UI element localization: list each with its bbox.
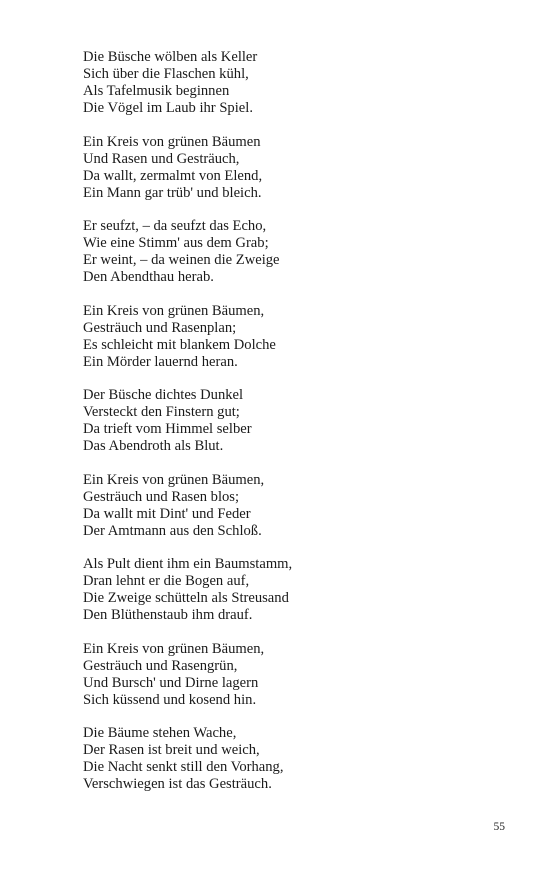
poem-line: Die Zweige schütteln als Streusand: [83, 590, 289, 606]
poem-line: Da wallt, zermalmt von Elend,: [83, 167, 263, 184]
poem-line: Ein Mann gar trüb' und bleich.: [83, 184, 262, 201]
poem-line: Und Rasen und Gesträuch,: [83, 150, 240, 167]
poem-line: Der Büsche dichtes Dunkel: [83, 387, 244, 403]
stanza-4: [83, 303, 503, 371]
poem-line: Ein Kreis von grünen Bäumen,: [83, 640, 265, 657]
poem-line: Wie eine Stimm' aus dem Grab;: [83, 235, 269, 251]
poem-line: Ein Mörder lauernd heran.: [83, 353, 238, 370]
poem-line: Ein Kreis von grünen Bäumen: [83, 133, 261, 150]
poem-body: [83, 49, 503, 810]
poem-line: Der Amtmann aus den Schloß.: [83, 522, 262, 539]
poem-line: Die Vögel im Laub ihr Spiel.: [83, 100, 253, 116]
poem-line: Ein Kreis von grünen Bäumen,: [83, 302, 265, 319]
stanza-5: [83, 387, 503, 455]
poem-line: Gesträuch und Rasenplan;: [83, 319, 237, 336]
poem-line: Als Tafelmusik beginnen: [83, 83, 230, 99]
poem-line: Die Büsche wölben als Keller: [83, 49, 258, 65]
poem-line: Er seufzt, – da seufzt das Echo,: [83, 218, 267, 234]
poem-line: Den Blüthenstaub ihm drauf.: [83, 607, 253, 623]
stanza-3: [83, 218, 503, 286]
poem-line: Die Nacht senkt still den Vorhang,: [83, 759, 284, 775]
poem-line: Sich über die Flaschen kühl,: [83, 66, 249, 82]
poem-line: Gesträuch und Rasen blos;: [83, 488, 240, 505]
poem-line: Der Rasen ist breit und weich,: [83, 742, 260, 758]
poem-line: Und Bursch' und Dirne lagern: [83, 674, 259, 691]
poem-line: Dran lehnt er die Bogen auf,: [83, 573, 250, 589]
poem-line: Versteckt den Finstern gut;: [83, 404, 240, 420]
poem-line: Da wallt mit Dint' und Feder: [83, 505, 251, 522]
stanza-2: [83, 134, 503, 202]
poem-line: Gesträuch und Rasengrün,: [83, 657, 238, 674]
poem-line: Ein Kreis von grünen Bäumen,: [83, 471, 265, 488]
stanza-8: [83, 641, 503, 709]
poem-line: Die Bäume stehen Wache,: [83, 725, 237, 741]
poem-line: Verschwiegen ist das Gesträuch.: [83, 776, 272, 792]
poem-line: Als Pult dient ihm ein Baumstamm,: [83, 556, 293, 572]
poem-line: Da trieft vom Himmel selber: [83, 421, 252, 437]
stanza-7: [83, 556, 503, 624]
stanza-6: [83, 472, 503, 540]
stanza-9: [83, 725, 503, 793]
poem-line: Er weint, – da weinen die Zweige: [83, 252, 280, 268]
stanza-1: [83, 49, 503, 117]
poem-line: Sich küssend und kosend hin.: [83, 691, 257, 708]
poem-line: Das Abendroth als Blut.: [83, 438, 224, 454]
page-number: 55: [493, 821, 505, 833]
poem-line: Es schleicht mit blankem Dolche: [83, 336, 276, 353]
poem-line: Den Abendthau herab.: [83, 269, 214, 285]
